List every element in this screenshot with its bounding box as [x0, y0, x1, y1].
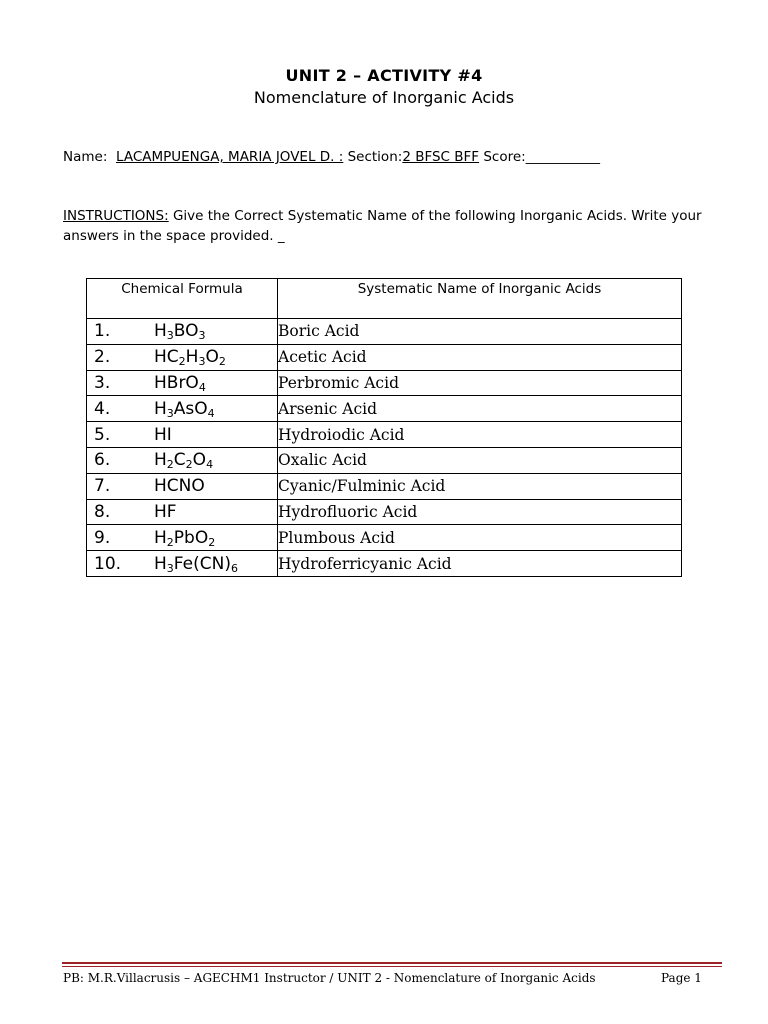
acid-name: Perbromic Acid [278, 370, 682, 396]
col-header-name: Systematic Name of Inorganic Acids [278, 279, 682, 319]
chemical-formula [154, 502, 177, 522]
row-number: 10. [94, 553, 122, 574]
formula-subscript: 3 [198, 355, 206, 369]
table-row [87, 525, 682, 551]
table-row [87, 473, 682, 499]
acid-name: Oxalic Acid [278, 447, 682, 473]
formula-symbol: H [154, 398, 167, 419]
formula-cell [87, 551, 278, 577]
acids-table [86, 278, 682, 577]
footer-rule-thin [62, 966, 722, 967]
formula-symbol: H [154, 553, 167, 574]
formula-symbol: H [185, 347, 199, 368]
col-header-formula: Chemical Formula [87, 279, 278, 319]
formula-symbol: PbO [173, 527, 209, 548]
formula-symbol: O [205, 347, 219, 368]
formula-subscript: 2 [185, 458, 193, 472]
formula-symbol: H [154, 527, 167, 548]
row-number: 1. [94, 321, 111, 342]
formula-subscript: 6 [230, 561, 238, 575]
table-row [87, 447, 682, 473]
formula-subscript: 3 [166, 329, 174, 343]
acid-name: Hydroferricyanic Acid [278, 551, 682, 577]
formula-subscript: 3 [166, 561, 174, 575]
section-label: Section: [347, 149, 403, 165]
row-number: 9. [94, 527, 111, 548]
formula-symbol: HCNO [154, 476, 205, 497]
formula-cell [87, 319, 278, 345]
formula-subscript: 4 [198, 380, 206, 394]
formula-subscript: 2 [218, 355, 226, 369]
acid-name: Cyanic/Fulminic Acid [278, 473, 682, 499]
row-number: 4. [94, 398, 111, 419]
formula-symbol: HF [154, 501, 177, 522]
chemical-formula [154, 528, 215, 548]
formula-symbol: HBrO [154, 372, 199, 393]
acid-name: Boric Acid [278, 319, 682, 345]
acid-name: Hydrofluoric Acid [278, 499, 682, 525]
formula-symbol: HI [154, 424, 172, 445]
formula-cell [87, 473, 278, 499]
formula-symbol: C [173, 450, 186, 471]
acid-name: Plumbous Acid [278, 525, 682, 551]
instructions-label: INSTRUCTIONS: [63, 208, 169, 224]
formula-symbol: H [154, 321, 167, 342]
row-number: 2. [94, 347, 111, 368]
score-blank: ___________ [525, 149, 600, 165]
table-row [87, 344, 682, 370]
formula-subscript: 4 [206, 458, 214, 472]
table-row [87, 396, 682, 422]
formula-symbol: BO [173, 321, 199, 342]
row-number: 3. [94, 372, 111, 393]
row-number: 6. [94, 450, 111, 471]
chemical-formula [154, 321, 206, 341]
score-label: Score: [483, 149, 526, 165]
acid-name: Acetic Acid [278, 344, 682, 370]
formula-cell [87, 422, 278, 448]
section-value: 2 BFSC BFF [402, 149, 480, 165]
row-number: 8. [94, 501, 111, 522]
formula-symbol: H [154, 450, 167, 471]
formula-symbol: O [192, 450, 207, 471]
table-row [87, 422, 682, 448]
acid-name: Arsenic Acid [278, 396, 682, 422]
chemical-formula [154, 450, 213, 470]
formula-symbol: HC [154, 347, 179, 368]
formula-subscript: 3 [166, 406, 174, 420]
formula-subscript: 4 [207, 406, 215, 420]
row-number: 7. [94, 476, 111, 497]
chemical-formula [154, 399, 215, 419]
formula-subscript: 2 [166, 535, 174, 549]
formula-subscript: 2 [166, 458, 174, 472]
table-row [87, 551, 682, 577]
formula-cell [87, 344, 278, 370]
student-name: LACAMPUENGA, MARIA JOVEL D. : [115, 149, 344, 165]
document-title: UNIT 2 – ACTIVITY #4 [285, 66, 483, 85]
page-number: Page 1 [661, 971, 702, 985]
footer-text: PB: M.R.Villacrusis – AGECHM1 Instructor / UNIT 2 - Nomenclature of Inorganic Acids [63, 971, 596, 985]
table-row [87, 319, 682, 345]
document-subtitle: Nomenclature of Inorganic Acids [253, 88, 515, 107]
student-info-line [63, 149, 600, 165]
table-row [87, 499, 682, 525]
instructions [63, 206, 743, 246]
chemical-formula [154, 476, 205, 496]
formula-subscript: 2 [178, 355, 186, 369]
formula-subscript: 2 [208, 535, 216, 549]
footer-rule [62, 962, 722, 964]
formula-subscript: 3 [198, 329, 206, 343]
formula-cell [87, 370, 278, 396]
chemical-formula [154, 425, 172, 445]
formula-cell [87, 396, 278, 422]
formula-symbol: Fe(CN) [173, 553, 231, 574]
acid-name: Hydroiodic Acid [278, 422, 682, 448]
chemical-formula [154, 373, 206, 393]
table-header-row [87, 279, 682, 319]
name-label: Name: [63, 149, 108, 165]
formula-cell [87, 499, 278, 525]
formula-cell [87, 447, 278, 473]
formula-cell [87, 525, 278, 551]
table-row [87, 370, 682, 396]
chemical-formula [154, 347, 226, 367]
formula-symbol: AsO [173, 398, 208, 419]
chemical-formula [154, 554, 238, 574]
row-number: 5. [94, 424, 111, 445]
instructions-text: Give the Correct Systematic Name of the following Inorganic Acids. Write your answers in the space provided. _ [63, 208, 702, 244]
